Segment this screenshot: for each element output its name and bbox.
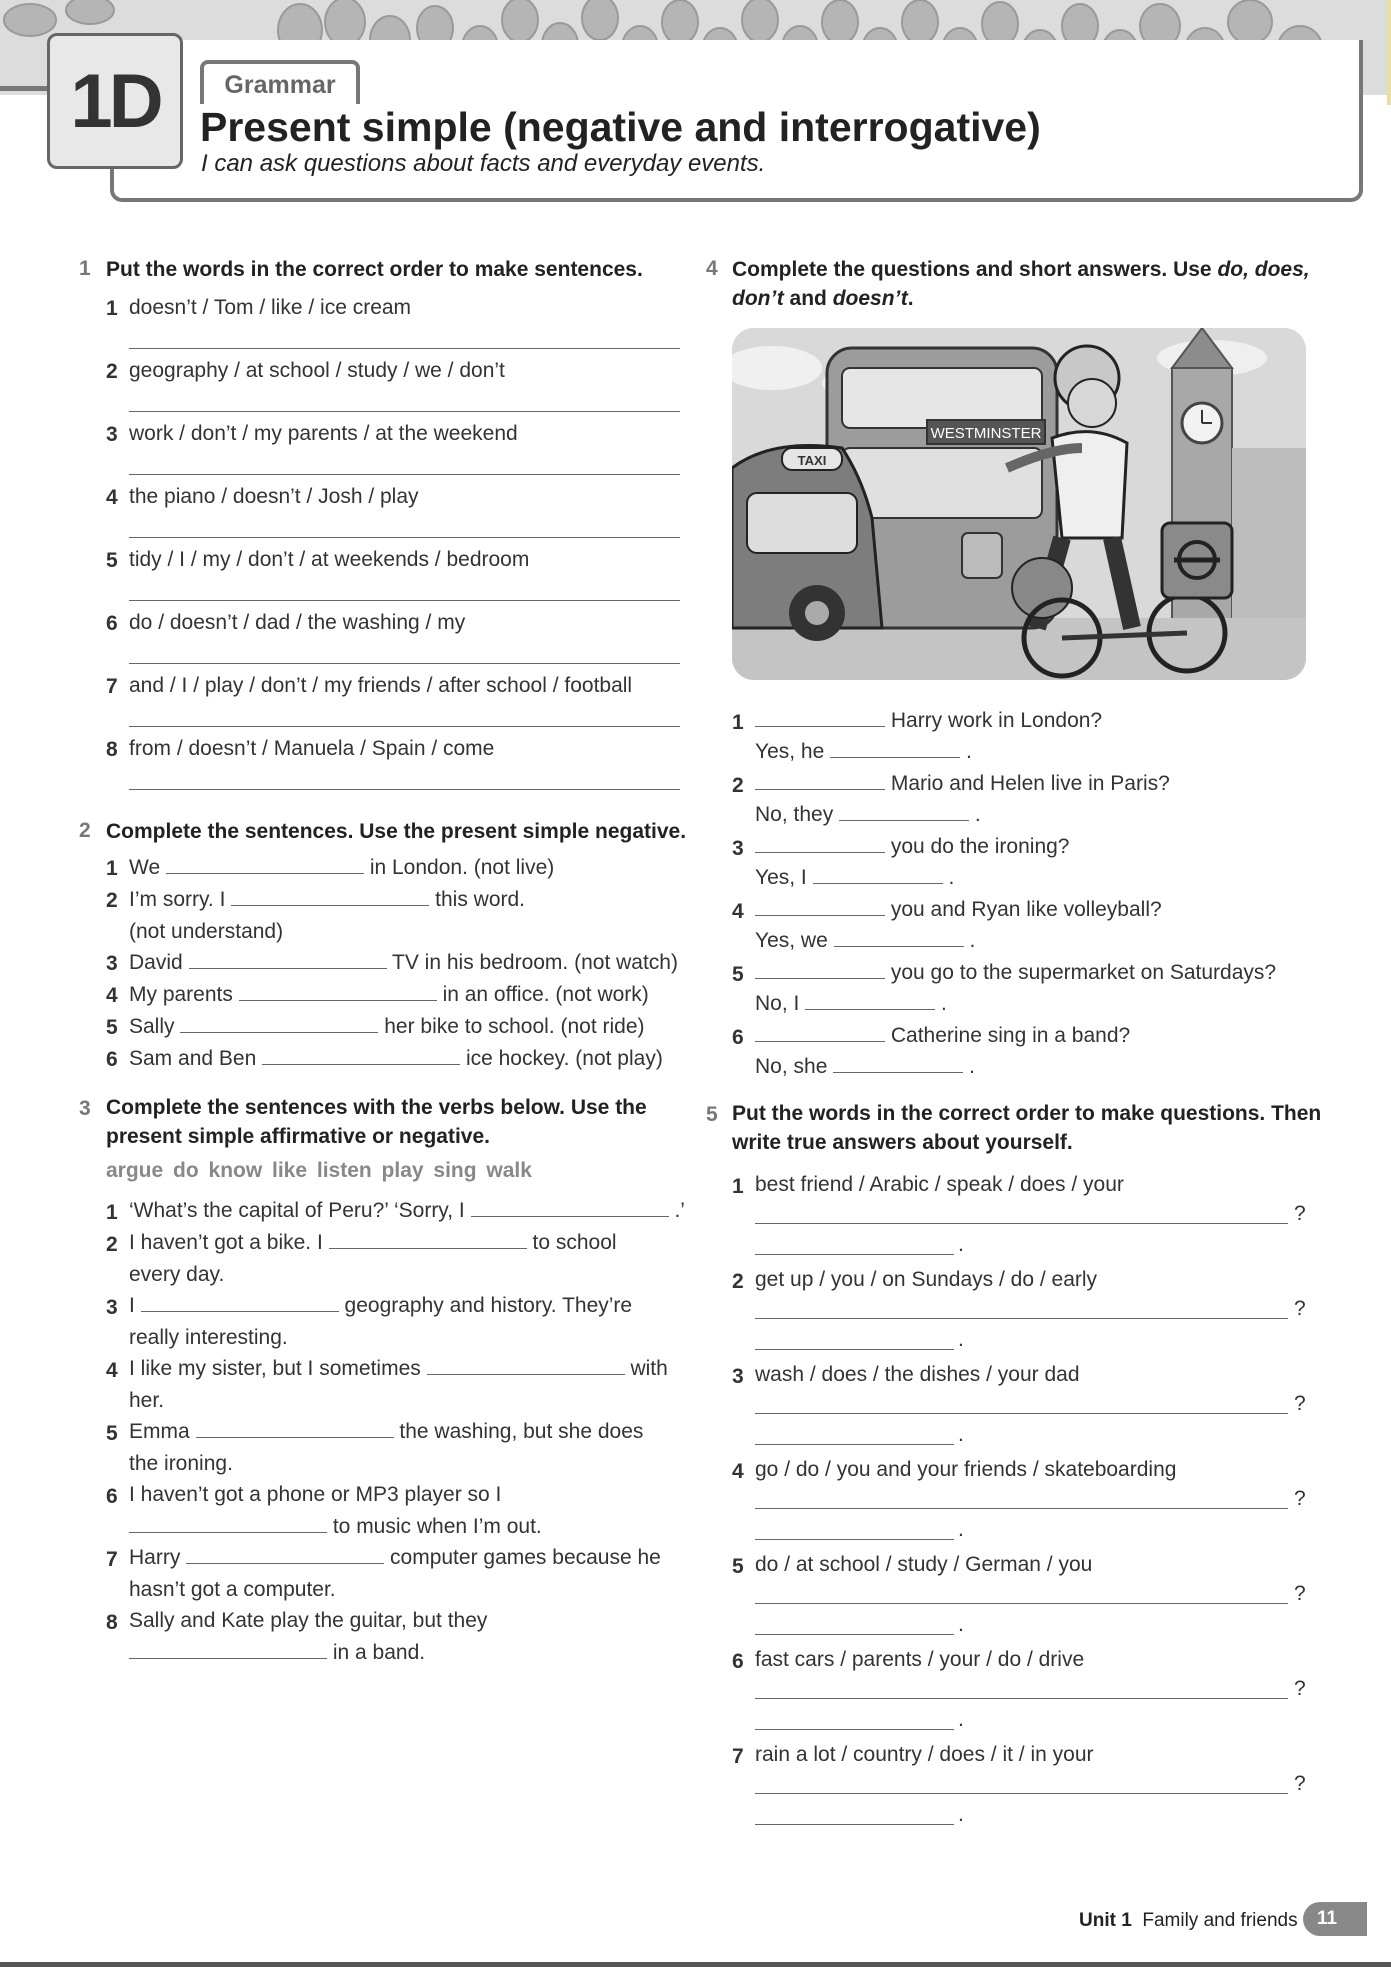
item-number: 5 <box>106 549 118 572</box>
period: . <box>958 1328 964 1351</box>
item-number: 3 <box>732 1365 744 1388</box>
sentence-end: computer games because he <box>390 1546 661 1569</box>
answer-blank[interactable] <box>186 1543 384 1564</box>
footer-unit-title: Family and friends <box>1142 1910 1298 1931</box>
instruction-line: present simple affirmative or negative. <box>106 1125 490 1148</box>
item-number: 1 <box>106 297 118 320</box>
sentence <box>129 1512 542 1541</box>
item-prompt: geography / at school / study / we / don’t <box>129 359 505 382</box>
item-number: 7 <box>732 1745 744 1768</box>
instruction-emphasis: doesn’t <box>832 287 908 310</box>
answer-blank[interactable] <box>166 853 364 874</box>
item-number: 3 <box>106 423 118 446</box>
item-prompt: best friend / Arabic / speak / does / your <box>755 1173 1124 1196</box>
period: . <box>958 1423 964 1446</box>
sentence <box>129 1044 663 1073</box>
sentence-start: Sally and Kate play the guitar, but they <box>129 1609 488 1632</box>
instruction-line: write true answers about yourself. <box>732 1131 1073 1154</box>
answer-blank[interactable] <box>141 1291 339 1312</box>
answer-line[interactable] <box>755 1729 954 1730</box>
sentence <box>129 1196 685 1225</box>
answer-blank[interactable] <box>755 1021 885 1042</box>
sentence-end: to school <box>532 1231 617 1254</box>
sentence-continuation: every day. <box>129 1263 225 1286</box>
sentence-start: We <box>129 856 161 879</box>
sentence <box>129 1228 617 1257</box>
exercise-number: 3 <box>79 1097 91 1120</box>
sentence-end: in an office. (not work) <box>442 983 649 1006</box>
question-mark: ? <box>1294 1392 1306 1415</box>
sentence-end: with <box>630 1357 668 1380</box>
question-mark: ? <box>1294 1772 1306 1795</box>
question-text: you do the ironing? <box>890 835 1070 858</box>
period: . <box>958 1708 964 1731</box>
sentence-start: I <box>129 1294 135 1317</box>
question <box>755 769 1170 798</box>
question-text: you and Ryan like volleyball? <box>890 898 1162 921</box>
unit-badge: 1D <box>47 33 183 169</box>
item-number: 2 <box>106 1233 118 1256</box>
sentence-start: I haven’t got a bike. I <box>129 1231 323 1254</box>
page-subtitle: I can ask questions about facts and everyday events. <box>201 150 766 177</box>
question-text: you go to the supermarket on Saturdays? <box>890 961 1277 984</box>
item-number: 5 <box>106 1016 118 1039</box>
answer-line[interactable] <box>129 474 680 475</box>
question-text: Harry work in London? <box>890 709 1103 732</box>
sentence-continuation: her. <box>129 1389 165 1412</box>
answer-line[interactable] <box>129 789 680 790</box>
answer-blank[interactable] <box>129 1512 327 1533</box>
instruction-emphasis: don’t <box>732 287 784 310</box>
answer-blank[interactable] <box>329 1228 527 1249</box>
answer-blank[interactable] <box>830 737 960 758</box>
sentence-start: I’m sorry. I <box>129 888 226 911</box>
item-number: 2 <box>732 1270 744 1293</box>
sentence-continuation: hasn’t got a computer. <box>129 1578 336 1601</box>
sentence <box>129 853 554 882</box>
sentence-continuation: the ironing. <box>129 1452 233 1475</box>
exercise-instruction: Put the words in the correct order to make sentences. <box>106 258 643 281</box>
sentence-end: this word. <box>435 888 526 911</box>
item-number: 6 <box>106 1048 118 1071</box>
sentence-start: I like my sister, but I sometimes <box>129 1357 421 1380</box>
sentence-end: her bike to school. (not ride) <box>384 1015 645 1038</box>
answer-blank[interactable] <box>755 895 885 916</box>
item-number: 2 <box>732 774 744 797</box>
item-number: 6 <box>106 612 118 635</box>
sentence-start: Sally <box>129 1015 175 1038</box>
item-prompt: from / doesn’t / Manuela / Spain / come <box>129 737 495 760</box>
answer-blank[interactable] <box>427 1354 625 1375</box>
answer-start: Yes, we <box>755 929 828 952</box>
answer-blank[interactable] <box>471 1196 669 1217</box>
answer-blank[interactable] <box>129 1638 327 1659</box>
answer-blank[interactable] <box>813 863 943 884</box>
question-mark: ? <box>1294 1677 1306 1700</box>
sentence <box>129 1543 661 1572</box>
footer-unit-label <box>1079 1910 1298 1932</box>
item-number: 4 <box>732 900 744 923</box>
period: . <box>948 866 955 889</box>
item-number: 7 <box>106 675 118 698</box>
sentence <box>129 980 649 1009</box>
sentence-end: to music when I’m out. <box>332 1515 542 1538</box>
answer-blank[interactable] <box>755 769 885 790</box>
london-street-illustration <box>732 328 1306 680</box>
question <box>755 832 1069 861</box>
answer-blank[interactable] <box>196 1417 394 1438</box>
item-prompt: do / at school / study / German / you <box>755 1553 1093 1576</box>
question <box>755 895 1162 924</box>
short-answer <box>755 800 981 829</box>
question-mark: ? <box>1294 1487 1306 1510</box>
answer-line[interactable] <box>755 1444 954 1445</box>
sentence <box>129 1417 643 1446</box>
item-prompt: do / doesn’t / dad / the washing / my <box>129 611 466 634</box>
question-text: Mario and Helen live in Paris? <box>890 772 1170 795</box>
verb-box: argue do know like listen play sing walk <box>106 1159 532 1182</box>
answer-blank[interactable] <box>189 948 387 969</box>
item-number: 2 <box>106 360 118 383</box>
question-line[interactable] <box>755 1318 1288 1319</box>
sentence-start: Emma <box>129 1420 190 1443</box>
footer-unit: Unit 1 <box>1079 1910 1132 1931</box>
exercise-number: 1 <box>79 257 91 280</box>
item-prompt: get up / you / on Sundays / do / early <box>755 1268 1098 1291</box>
item-prompt: tidy / I / my / don’t / at weekends / bedroom <box>129 548 530 571</box>
sentence-start: David <box>129 951 183 974</box>
instruction-text: Complete the questions and short answers. Use <box>732 258 1218 281</box>
answer-blank[interactable] <box>755 832 885 853</box>
taxi-sign: TAXI <box>797 453 827 468</box>
answer-line[interactable] <box>755 1634 954 1635</box>
sentence-end: the washing, but she does <box>399 1420 644 1443</box>
item-prompt: work / don’t / my parents / at the weekend <box>129 422 518 445</box>
answer-start: No, she <box>755 1055 828 1078</box>
item-number: 1 <box>106 857 118 880</box>
sentence <box>129 948 678 977</box>
instruction-line: Put the words in the correct order to make questions. Then <box>732 1102 1322 1125</box>
period: . <box>969 1055 975 1078</box>
question <box>755 958 1276 987</box>
exercise-instruction: Complete the sentences. Use the present simple negative. <box>106 820 687 843</box>
item-number: 3 <box>106 952 118 975</box>
item-number: 8 <box>106 738 118 761</box>
item-number: 3 <box>106 1296 118 1319</box>
page-number: 11 <box>1303 1902 1367 1936</box>
item-number: 4 <box>106 1359 118 1382</box>
item-number: 6 <box>732 1650 744 1673</box>
item-prompt: fast cars / parents / your / do / drive <box>755 1648 1085 1671</box>
answer-start: No, they <box>755 803 834 826</box>
item-number: 3 <box>732 837 744 860</box>
short-answer <box>755 1052 975 1081</box>
instruction-text: and <box>783 287 833 310</box>
question-mark: ? <box>1294 1297 1306 1320</box>
question-line[interactable] <box>755 1793 1288 1794</box>
sentence <box>129 1012 645 1041</box>
question <box>755 1021 1130 1050</box>
sentence-end: .’ <box>674 1199 685 1222</box>
instruction-line: Complete the sentences with the verbs below. Use the <box>106 1096 647 1119</box>
question-mark: ? <box>1294 1582 1306 1605</box>
period: . <box>958 1233 964 1256</box>
answer-blank[interactable] <box>239 980 437 1001</box>
item-number: 1 <box>732 711 744 734</box>
sentence-start: Harry <box>129 1546 181 1569</box>
answer-line[interactable] <box>129 411 680 412</box>
item-prompt: doesn’t / Tom / like / ice cream <box>129 296 412 319</box>
short-answer <box>755 737 972 766</box>
sentence-end: in a band. <box>332 1641 426 1664</box>
item-number: 2 <box>106 889 118 912</box>
sentence-start: My parents <box>129 983 233 1006</box>
sentence-start: Sam and Ben <box>129 1047 257 1070</box>
period: . <box>969 929 976 952</box>
short-answer <box>755 926 975 955</box>
item-number: 5 <box>732 963 744 986</box>
answer-line[interactable] <box>129 348 680 349</box>
sentence-end: TV in his bedroom. (not watch) <box>392 951 678 974</box>
answer-start: Yes, I <box>755 866 807 889</box>
bottom-rule <box>0 1962 1391 1967</box>
sentence <box>129 1291 632 1320</box>
answer-blank[interactable] <box>231 885 429 906</box>
sentence-start: ‘What’s the capital of Peru?’ ‘Sorry, I <box>129 1199 465 1222</box>
question-line[interactable] <box>755 1603 1288 1604</box>
answer-blank[interactable] <box>834 926 964 947</box>
instruction-text: . <box>907 287 914 310</box>
item-number: 4 <box>106 984 118 1007</box>
answer-blank[interactable] <box>839 800 969 821</box>
sentence <box>129 885 525 914</box>
sentence <box>129 1638 425 1667</box>
answer-line[interactable] <box>129 600 680 601</box>
period: . <box>958 1518 964 1541</box>
question-line[interactable] <box>755 1223 1288 1224</box>
question-line[interactable] <box>755 1508 1288 1509</box>
short-answer <box>755 863 954 892</box>
period: . <box>958 1803 964 1826</box>
question-line[interactable] <box>755 1698 1288 1699</box>
answer-blank[interactable] <box>833 1052 963 1073</box>
item-number: 4 <box>106 486 118 509</box>
section-tab: Grammar <box>200 60 360 104</box>
sentence-end: ice hockey. (not play) <box>465 1047 663 1070</box>
period: . <box>965 740 972 763</box>
sentence-end: geography and history. They’re <box>344 1294 633 1317</box>
period: . <box>941 992 947 1015</box>
answer-line[interactable] <box>129 726 680 727</box>
item-prompt: go / do / you and your friends / skateboarding <box>755 1458 1177 1481</box>
page-title: Present simple (negative and interrogative) <box>200 104 1041 150</box>
item-number: 1 <box>732 1175 744 1198</box>
bus-sign: WESTMINSTER <box>930 425 1042 442</box>
question-line[interactable] <box>755 1413 1288 1414</box>
item-prompt: and / I / play / don’t / my friends / after school / football <box>129 674 633 697</box>
exercise-number: 4 <box>706 257 718 280</box>
exercise-instruction <box>106 1093 647 1151</box>
answer-line[interactable] <box>755 1824 954 1825</box>
item-number: 5 <box>106 1422 118 1445</box>
edge-accent <box>1387 0 1391 105</box>
item-prompt: wash / does / the dishes / your dad <box>755 1363 1080 1386</box>
answer-line[interactable] <box>755 1349 954 1350</box>
answer-blank[interactable] <box>262 1044 460 1065</box>
answer-start: No, I <box>755 992 800 1015</box>
answer-blank[interactable] <box>805 989 935 1010</box>
exercise-instruction <box>732 255 1310 313</box>
illustration <box>732 328 1306 680</box>
sentence <box>129 1354 668 1383</box>
question-mark: ? <box>1294 1202 1306 1225</box>
item-number: 1 <box>106 1201 118 1224</box>
instruction-emphasis: do, does, <box>1217 258 1310 281</box>
item-number: 6 <box>732 1026 744 1049</box>
answer-line[interactable] <box>129 537 680 538</box>
answer-line[interactable] <box>755 1254 954 1255</box>
period: . <box>974 803 981 826</box>
item-number: 6 <box>106 1485 118 1508</box>
item-prompt: rain a lot / country / does / it / in your <box>755 1743 1094 1766</box>
item-number: 7 <box>106 1548 118 1571</box>
sentence-continuation: (not understand) <box>129 920 284 943</box>
sentence-continuation: really interesting. <box>129 1326 288 1349</box>
answer-line[interactable] <box>755 1539 954 1540</box>
item-number: 5 <box>732 1555 744 1578</box>
exercise-instruction <box>732 1099 1321 1157</box>
answer-blank[interactable] <box>755 958 885 979</box>
answer-line[interactable] <box>129 663 680 664</box>
short-answer <box>755 989 947 1018</box>
answer-blank[interactable] <box>180 1012 378 1033</box>
answer-start: Yes, he <box>755 740 825 763</box>
exercise-number: 2 <box>79 819 91 842</box>
exercise-number: 5 <box>706 1103 718 1126</box>
question <box>755 706 1102 735</box>
item-number: 4 <box>732 1460 744 1483</box>
sentence-start: I haven’t got a phone or MP3 player so I <box>129 1483 502 1506</box>
question-text: Catherine sing in a band? <box>890 1024 1131 1047</box>
item-number: 8 <box>106 1611 118 1634</box>
period: . <box>958 1613 964 1636</box>
answer-blank[interactable] <box>755 706 885 727</box>
item-prompt: the piano / doesn’t / Josh / play <box>129 485 419 508</box>
sentence-end: in London. (not live) <box>369 856 555 879</box>
